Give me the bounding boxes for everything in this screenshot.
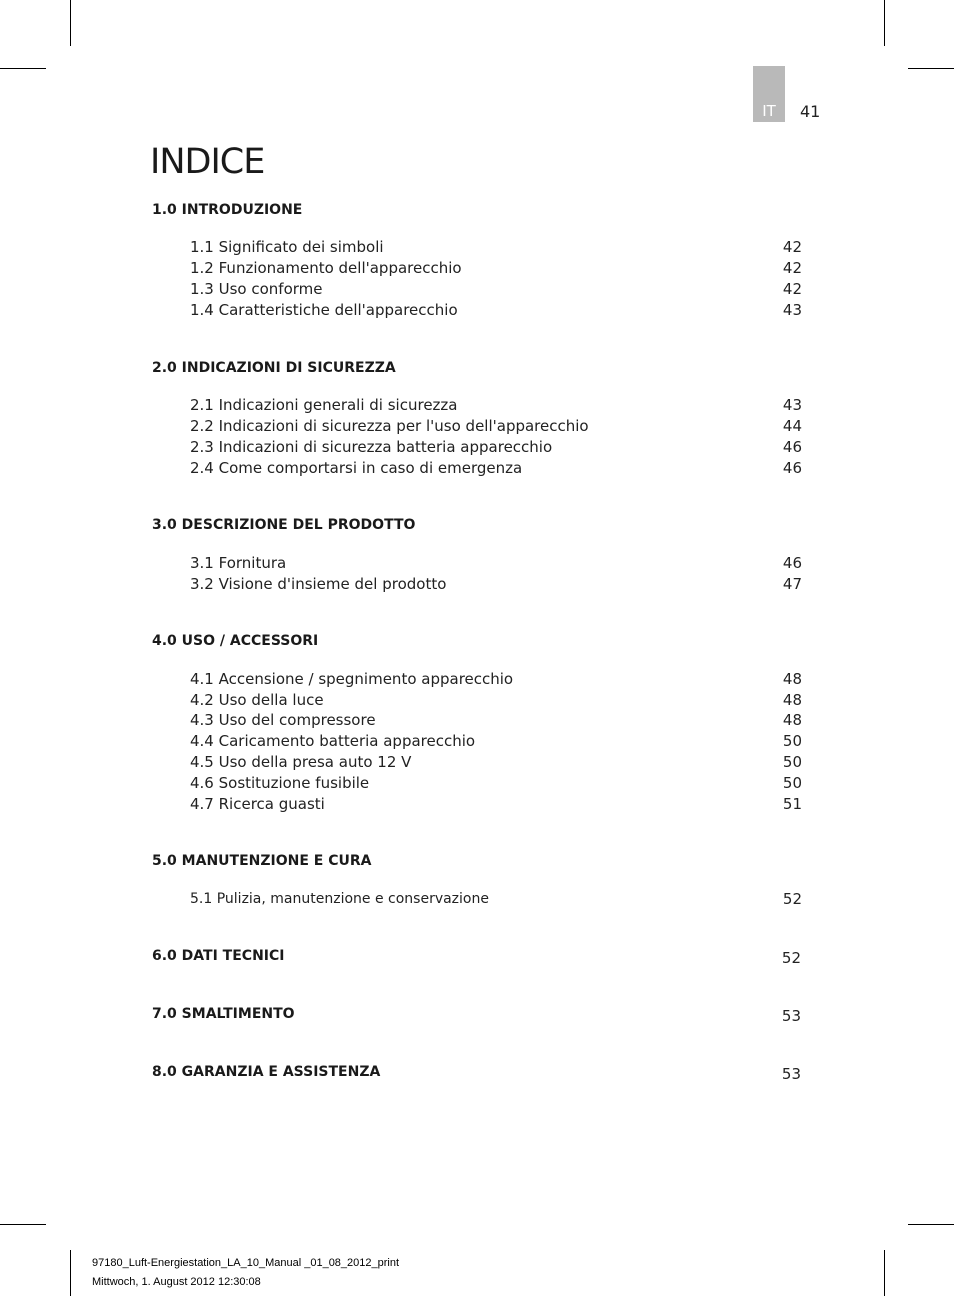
toc-entry-page: 44 [782, 416, 802, 435]
crop-mark [908, 68, 954, 69]
crop-mark [70, 1250, 71, 1296]
toc-entry-label: 2.4 Come comportarsi in caso di emergenza [190, 458, 523, 477]
toc-entry-page: 48 [782, 690, 802, 709]
language-tab: IT [753, 66, 785, 122]
toc-section-heading: 7.0 SMALTIMENTO [152, 1006, 295, 1022]
toc-entry-label: 2.3 Indicazioni di sicurezza batteria apparecchio [190, 437, 553, 456]
toc-entry-page: 51 [782, 794, 802, 813]
toc-entry-label: 1.1 Significato dei simboli [190, 237, 384, 256]
toc-entry-label: 1.3 Uso conforme [190, 279, 323, 298]
toc-entry [190, 709, 802, 730]
toc-entry-label: 4.1 Accensione / spegnimento apparecchio [190, 669, 514, 688]
toc-section-heading: 3.0 DESCRIZIONE DEL PRODOTTO [152, 517, 416, 533]
toc-entry-page: 48 [782, 710, 802, 729]
toc-entry-page: 42 [782, 258, 802, 277]
toc-section-page: 52 [781, 949, 801, 967]
toc-entry [190, 457, 802, 478]
crop-mark [0, 1224, 46, 1225]
toc-entry-label: 3.1 Fornitura [190, 553, 287, 572]
toc-section-page: 53 [781, 1007, 801, 1025]
toc-entry-label: 4.7 Ricerca guasti [190, 794, 325, 813]
toc-section-heading: 4.0 USO / ACCESSORI [152, 633, 319, 649]
toc-entry [190, 299, 802, 320]
toc-entry-label: 2.2 Indicazioni di sicurezza per l'uso dell'apparecchio [190, 416, 589, 435]
crop-mark [70, 0, 71, 46]
toc-entry-page: 52 [782, 889, 802, 908]
toc-entry [190, 730, 802, 751]
toc-entry [190, 236, 802, 257]
toc-entry [190, 751, 802, 772]
toc-entry [190, 689, 802, 710]
toc-entry [190, 668, 802, 689]
toc-entry-label: 5.1 Pulizia, manutenzione e conservazione [190, 890, 489, 907]
toc-entry-label: 1.4 Caratteristiche dell'apparecchio [190, 300, 458, 319]
toc-entry [190, 793, 802, 814]
toc-entry-label: 4.4 Caricamento batteria apparecchio [190, 731, 476, 750]
toc-section-page: 53 [781, 1065, 801, 1083]
toc-entry [190, 573, 802, 594]
toc-section-heading: 1.0 INTRODUZIONE [152, 202, 303, 218]
crop-mark [0, 68, 46, 69]
toc-section-heading: 8.0 GARANZIA E ASSISTENZA [152, 1064, 381, 1080]
toc-entry-label: 4.6 Sostituzione fusibile [190, 773, 370, 792]
toc-entry-page: 42 [782, 237, 802, 256]
toc-entry [190, 772, 802, 793]
toc-entry-label: 2.1 Indicazioni generali di sicurezza [190, 395, 458, 414]
print-file-name: 97180_Luft-Energiestation_LA_10_Manual _01_08_2012_print [92, 1257, 400, 1269]
toc-entry-page: 43 [782, 300, 802, 319]
toc-entry-page: 50 [782, 731, 802, 750]
toc-entry [190, 394, 802, 415]
toc-section-heading: 2.0 INDICAZIONI DI SICUREZZA [152, 360, 396, 376]
toc-entry-page: 47 [782, 574, 802, 593]
toc-entry-page: 48 [782, 669, 802, 688]
toc-section-heading: 5.0 MANUTENZIONE E CURA [152, 853, 372, 869]
toc-entry-label: 1.2 Funzionamento dell'apparecchio [190, 258, 462, 277]
toc-entry-label: 3.2 Visione d'insieme del prodotto [190, 574, 447, 593]
toc-entry-page: 46 [782, 553, 802, 572]
toc-entry-page: 43 [782, 395, 802, 414]
crop-mark [908, 1224, 954, 1225]
toc-entry [190, 278, 802, 299]
toc-entry [190, 552, 802, 573]
toc-entry-label: 4.3 Uso del compressore [190, 710, 376, 729]
toc-entry [190, 436, 802, 457]
toc-entry-page: 50 [782, 752, 802, 771]
toc-entry-label: 4.5 Uso della presa auto 12 V [190, 752, 412, 771]
print-timestamp: Mittwoch, 1. August 2012 12:30:08 [92, 1276, 261, 1288]
crop-mark [884, 1250, 885, 1296]
toc-entry-page: 46 [782, 437, 802, 456]
page-number: 41 [800, 102, 821, 121]
toc-section-heading: 6.0 DATI TECNICI [152, 948, 285, 964]
toc-entry-label: 4.2 Uso della luce [190, 690, 324, 709]
toc-entry-page: 50 [782, 773, 802, 792]
page-title: INDICE [150, 142, 265, 182]
crop-mark [884, 0, 885, 46]
toc-entry-page: 46 [782, 458, 802, 477]
toc-entry [190, 257, 802, 278]
toc-entry [190, 888, 802, 909]
toc-entry-page: 42 [782, 279, 802, 298]
toc-entry [190, 415, 802, 436]
